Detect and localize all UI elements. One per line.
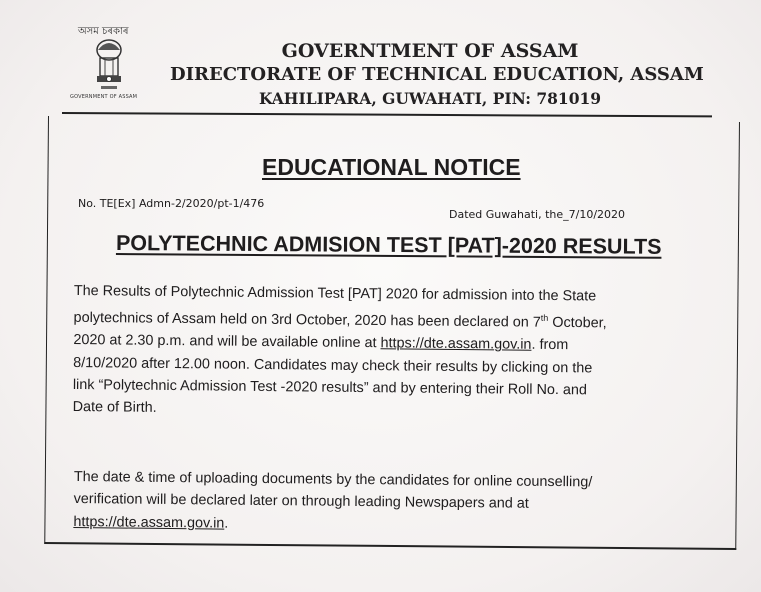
letterhead-line-1: GOVERNTMENT OF ASSAM <box>281 40 579 62</box>
text-span: 2020 at 2.30 p.m. and will be available online at <box>73 332 381 352</box>
text-span: polytechnics of Assam held on 3rd October, 2020 has been declared on 7 <box>73 310 541 331</box>
national-emblem-icon <box>88 38 130 94</box>
dte-website-link[interactable]: https://dte.assam.gov.in <box>73 513 225 532</box>
letterhead-line-3: KAHILIPARA, GUWAHATI, PIN: 781019 <box>258 89 602 108</box>
government-logo <box>70 24 148 104</box>
text-span: . from <box>531 337 569 354</box>
reference-number: No. TE[Ex] Admn-2/2020/pt-1/476 <box>78 197 265 210</box>
text-span: October, <box>548 315 607 332</box>
paragraph-documents <box>73 466 724 540</box>
paragraph-line: The date & time of uploading documents by the candidates for online counselling/ <box>73 468 593 491</box>
superscript: th <box>540 313 549 324</box>
notice-title: EDUCATIONAL NOTICE <box>262 154 521 180</box>
logo-top-text: অসম চৰকাৰ <box>78 26 129 37</box>
notice-subtitle: POLYTECHNIC ADMISION TEST [PAT]-2020 RESULTS <box>115 231 662 259</box>
logo-bottom-text: GOVERNMENT OF ASSAM <box>70 94 138 100</box>
notice-date: Dated Guwahati, the_7/10/2020 <box>449 208 626 221</box>
paragraph-line: 8/10/2020 after 12.00 noon. Candidates may check their results by clicking on the <box>73 354 593 377</box>
paragraph-line: link “Polytechnic Admission Test -2020 results” and by entering their Roll No. and <box>72 376 588 399</box>
paragraph-line: verification will be declared later on through leading Newspapers and at <box>73 491 529 513</box>
letterhead-line-2: DIRECTORATE OF TECHNICAL EDUCATION, ASSAM <box>170 64 704 85</box>
paragraph-results <box>73 280 724 425</box>
paragraph-line: Date of Birth. <box>72 399 157 417</box>
dte-website-link[interactable]: https://dte.assam.gov.in <box>380 335 532 354</box>
paragraph-line: The Results of Polytechnic Admission Test [PAT] 2020 for admission into the State <box>73 282 597 305</box>
text-span: . <box>224 515 229 532</box>
